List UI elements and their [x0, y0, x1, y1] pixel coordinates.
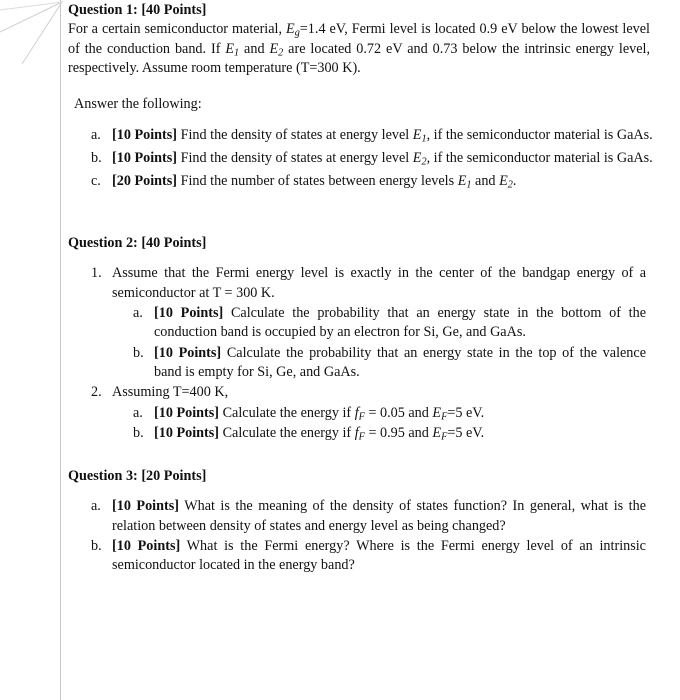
question-1-title: Question 1: [68, 2, 142, 18]
symbol-sub: 1 [421, 133, 427, 145]
list-item [91, 264, 646, 303]
item-text: Assume that the Fermi energy level is exactly in the center of the bandgap energy of a semiconductor at T = 300 K. [112, 265, 646, 301]
item-text: and [471, 173, 500, 190]
intro-text: and [239, 40, 270, 57]
sub-list-item [133, 404, 646, 423]
question-2-points: [40 Points] [141, 235, 207, 251]
symbol-E: E [499, 173, 508, 190]
item-text: =5 eV. [447, 404, 485, 421]
item-text: , if the semiconductor material is GaAs. [426, 149, 653, 166]
list-marker: a. [91, 126, 101, 143]
intro-text: =1.4 eV, Fermi level is located 0.9 eV below the lowest level of the conduction band. If [68, 21, 650, 57]
symbol-sub: 2 [278, 47, 284, 59]
question-2-title: Question 2: [68, 235, 142, 251]
item-points: [10 Points] [154, 304, 224, 321]
list-item [91, 537, 646, 576]
item-text: What is the meaning of the density of states function? In general, what is the relation between density of states and energy level as being changed? [112, 498, 646, 534]
list-marker: b. [91, 149, 102, 166]
item-text: =5 eV. [447, 424, 485, 441]
item-points: [10 Points] [112, 149, 178, 166]
item-points: [10 Points] [154, 424, 220, 441]
symbol-sub: 1 [234, 47, 240, 59]
symbol-E: E [412, 149, 422, 166]
symbol-sub: F [358, 431, 365, 443]
item-text: = 0.95 and [364, 424, 433, 441]
symbol-E: E [286, 21, 295, 38]
sub-list-item [133, 344, 646, 383]
list-marker: c. [91, 173, 101, 190]
item-text: Calculate the probability that an energy state in the bottom of the conduction band is occupied by an electron for Si, Ge, and GaAs. [154, 304, 646, 341]
page-curl-decoration [0, 0, 70, 80]
sub-list [133, 304, 646, 382]
question-1-points: [40 Points] [141, 2, 207, 18]
symbol-sub: 1 [466, 179, 472, 191]
item-text: Find the density of states at energy level [177, 126, 413, 143]
item-text: Calculate the energy if [219, 404, 355, 421]
list-item [91, 126, 660, 145]
symbol-E: E [432, 424, 442, 441]
item-points: [10 Points] [154, 344, 222, 361]
list-marker: a. [133, 404, 143, 421]
symbol-sub: F [441, 411, 448, 423]
symbol-f: f [354, 404, 359, 421]
item-points: [10 Points] [154, 404, 220, 421]
list-marker: a. [91, 498, 101, 515]
list-marker: 1. [91, 265, 102, 282]
item-text: What is the Fermi energy? Where is the Fermi energy level of an intrinsic semiconductor located in the energy band? [112, 537, 646, 574]
list-item [91, 172, 660, 191]
question-3 [68, 467, 650, 576]
symbol-E: E [269, 40, 279, 57]
item-text: , if the semiconductor material is GaAs. [426, 126, 653, 143]
question-2-heading [68, 234, 650, 253]
sub-list-item [133, 304, 646, 343]
list-marker: 2. [91, 384, 102, 401]
sub-list [133, 404, 646, 444]
question-1 [68, 1, 653, 192]
item-points: [10 Points] [112, 126, 178, 143]
question-1-list [91, 126, 660, 192]
question-1-heading [68, 1, 650, 20]
symbol-sub: g [294, 27, 300, 39]
item-points: [20 Points] [112, 173, 178, 190]
question-2-list [91, 264, 646, 443]
intro-text: For a certain semiconductor material, [68, 21, 287, 38]
symbol-E: E [412, 126, 422, 143]
answer-label: Answer the following: [74, 96, 202, 113]
list-marker: b. [91, 537, 102, 554]
list-item [91, 497, 646, 536]
symbol-sub: F [441, 431, 448, 443]
sub-list-item [133, 424, 646, 443]
item-text: Calculate the probability that an energy state in the top of the valence band is empty for Si, Ge, and GaAs. [154, 344, 646, 380]
symbol-E: E [432, 404, 442, 421]
item-points: [10 Points] [112, 498, 179, 515]
symbol-E: E [225, 40, 235, 57]
question-3-heading [68, 467, 650, 486]
list-marker: b. [133, 344, 144, 361]
item-text: Find the number of states between energy levels [177, 173, 458, 190]
intro-text: are located 0.72 eV and 0.73 below the intrinsic energy level, respectively. Assume room temperature (T=300 K). [68, 40, 651, 76]
symbol-sub: 2 [421, 156, 427, 168]
list-marker: b. [133, 424, 144, 441]
symbol-f: f [354, 424, 359, 441]
question-1-intro [68, 20, 650, 78]
symbol-sub: 2 [507, 179, 513, 191]
item-text: Assuming T=400 K, [112, 384, 229, 401]
question-2 [68, 234, 650, 443]
list-item [91, 383, 646, 402]
item-text: = 0.05 and [364, 404, 433, 421]
question-3-title: Question 3: [68, 468, 142, 484]
question-3-points: [20 Points] [141, 468, 207, 484]
symbol-E: E [457, 173, 467, 190]
symbol-sub: F [358, 411, 365, 423]
item-text: Calculate the energy if [219, 424, 355, 441]
item-text: . [512, 173, 517, 190]
question-3-list [91, 497, 646, 575]
page-border-line [60, 0, 61, 700]
item-text: Find the density of states at energy level [177, 149, 413, 166]
item-points: [10 Points] [112, 537, 181, 554]
list-marker: a. [133, 304, 143, 321]
list-item [91, 149, 660, 168]
